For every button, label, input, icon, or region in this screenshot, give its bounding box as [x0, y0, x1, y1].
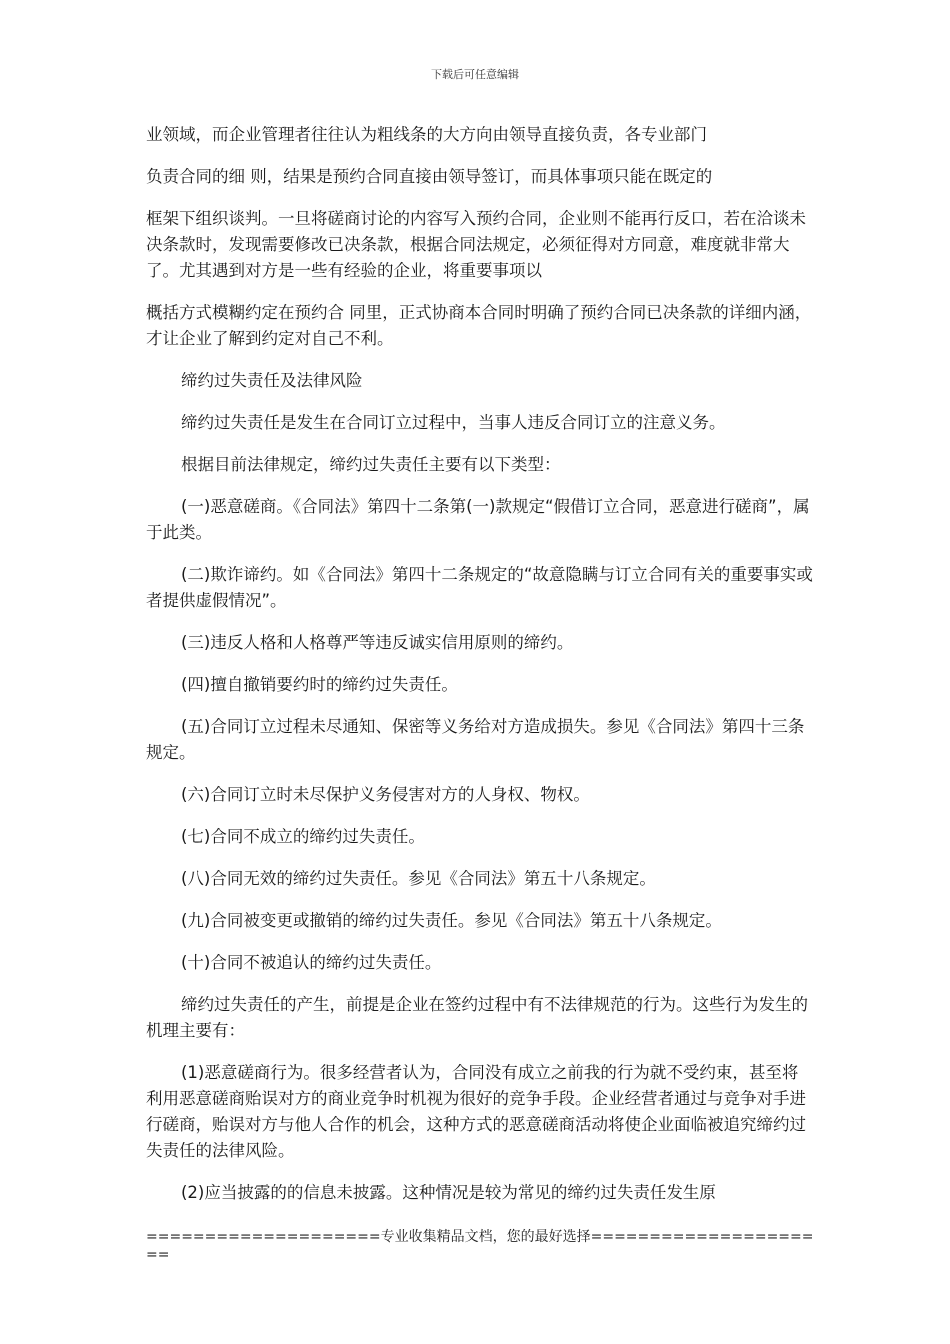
paragraph: (1)恶意磋商行为。很多经营者认为，合同没有成立之前我的行为就不受约束，甚至将利用恶意磋商贻误对方的商业竞争时机视为很好的竞争手段。企业经营者通过与竞争对手进行磋商，贻误对方与他人合作的机会，这种方式的恶意磋商活动将使企业面临被追究缔约过失责任的法律风险。 [146, 1063, 806, 1160]
page-footer: ====================专业收集精品文档，您的最好选择===================== [146, 1229, 814, 1263]
paragraph: 缔约过失责任是发生在合同订立过程中，当事人违反合同订立的注意义务。 [181, 413, 726, 432]
paragraph: (八)合同无效的缔约过失责任。参见《合同法》第五十八条规定。 [181, 869, 656, 888]
paragraph: (2)应当披露的的信息未披露。这种情况是较为常见的缔约过失责任发生原 [181, 1183, 716, 1202]
paragraph: 负责合同的细 则，结果是预约合同直接由领导签订，而具体事项只能在既定的 [146, 167, 713, 186]
paragraph: 框架下组织谈判。一旦将磋商讨论的内容写入预约合同，企业则不能再行反口，若在洽谈未决条款时，发现需要修改已决条款，根据合同法规定，必须征得对方同意，难度就非常大了。尤其遇到对方是一些有经验的企业，将重要事项以 [146, 209, 806, 280]
paragraph: 缔约过失责任及法律风险 [181, 371, 363, 390]
paragraph: (五)合同订立过程未尽通知、保密等义务给对方造成损失。参见《合同法》第四十三条规定。 [146, 717, 805, 762]
paragraph: (九)合同被变更或撤销的缔约过失责任。参见《合同法》第五十八条规定。 [181, 911, 722, 930]
paragraph: (四)擅自撤销要约时的缔约过失责任。 [181, 675, 458, 694]
paragraph: 业领域，而企业管理者往往认为粗线条的大方向由领导直接负责，各专业部门 [146, 125, 707, 144]
paragraph: 概括方式模糊约定在预约合 同里，正式协商本合同时明确了预约合同已决条款的详细内涵，才让企业了解到约定对自己不利。 [146, 303, 812, 348]
paragraph: 根据目前法律规定，缔约过失责任主要有以下类型： [181, 455, 561, 474]
paragraph: (十)合同不被追认的缔约过失责任。 [181, 953, 442, 972]
paragraph: (二)欺诈谛约。如《合同法》第四十二条规定的“故意隐瞒与订立合同有关的重要事实或者提供虚假情况”。 [146, 565, 813, 610]
paragraph: 缔约过失责任的产生，前提是企业在签约过程中有不法律规范的行为。这些行为发生的机理主要有： [146, 995, 808, 1040]
paragraph: (六)合同订立时未尽保护义务侵害对方的人身权、物权。 [181, 785, 590, 804]
document-body [146, 122, 814, 1206]
paragraph: (一)恶意磋商。《合同法》第四十二条第(一)款规定“假借订立合同，恶意进行磋商”，属于此类。 [146, 497, 810, 542]
paragraph: (七)合同不成立的缔约过失责任。 [181, 827, 425, 846]
paragraph: (三)违反人格和人格尊严等违反诚实信用原则的缔约。 [181, 633, 574, 652]
page-header: 下载后可任意编辑 [431, 68, 519, 81]
